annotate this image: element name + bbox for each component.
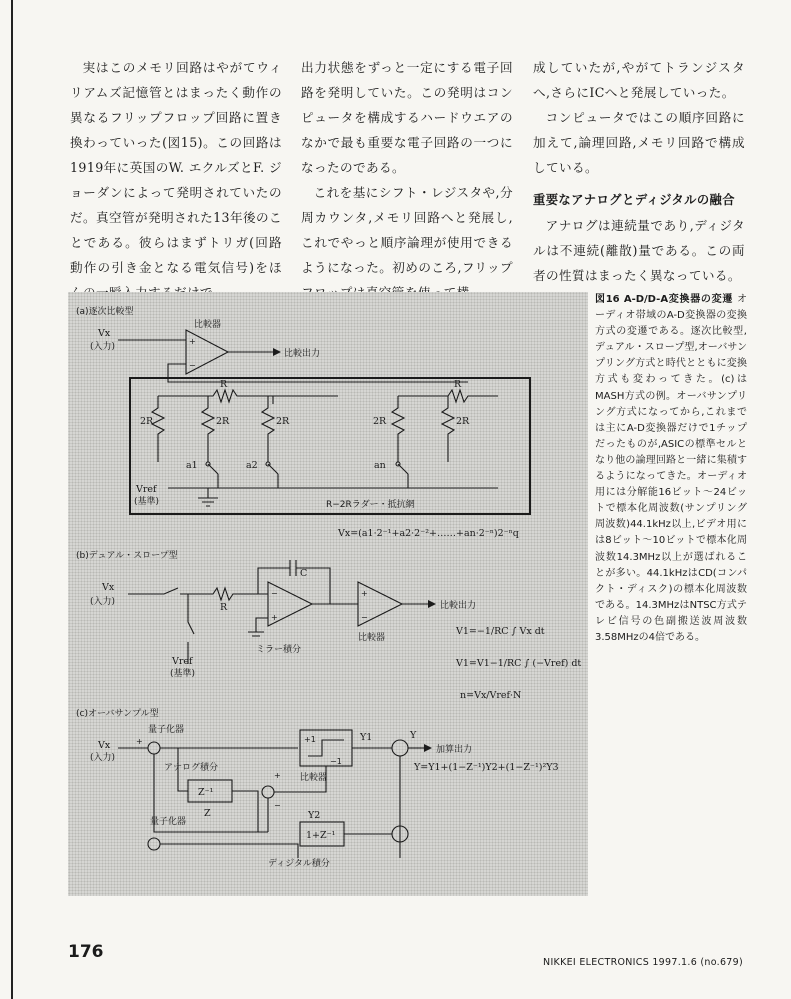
- sum-node-1: [148, 742, 160, 754]
- label-c-b: C: [300, 568, 308, 579]
- label-2r-1: 2R: [140, 416, 154, 427]
- page-number: 176: [68, 942, 104, 962]
- formula-a: Vx=(a1·2⁻¹+a2·2⁻²+……+an·2⁻ⁿ)2⁻ⁿq: [338, 528, 519, 539]
- label-miller: ミラー積分: [256, 645, 302, 655]
- label-input-a: (入力): [90, 342, 116, 352]
- comparator-b: [358, 582, 402, 626]
- svg-text:−: −: [361, 613, 368, 622]
- label-delay: 1+Z⁻¹: [306, 830, 336, 841]
- label-digital-integ: ディジタル積分: [268, 859, 330, 869]
- label-sum-out: 加算出力: [436, 745, 473, 755]
- integrator-opamp-b: [268, 582, 312, 626]
- label-ref-a: (基準): [134, 497, 160, 507]
- paragraph: 出力状態をずっと一定にする電子回路を発明していた。この発明はコンピュータを構成するハードウエアのなかで最も重要な電子回路の一つになったのである。: [301, 60, 513, 175]
- svg-text:+: +: [271, 613, 278, 622]
- panel-c-title: (c)オーバサンプル型: [76, 709, 159, 719]
- label-output-a: 比較出力: [284, 349, 321, 359]
- body-column-2: [301, 55, 513, 305]
- label-cmp-top: +1: [304, 735, 316, 744]
- ground-a: [198, 488, 218, 506]
- wire-a-feedback: [168, 364, 468, 382]
- section-heading: 重要なアナログとディジタルの融合: [533, 193, 735, 207]
- panel-b-title: (b)デュアル・スロープ型: [76, 551, 178, 561]
- formula-b-3: n=Vx/Vref·N: [460, 690, 522, 701]
- ladder-series-resistors-right: [273, 390, 498, 402]
- paragraph: 成していたが,やがてトランジスタへ,さらにICへと発展していった。: [533, 60, 745, 100]
- label-an: an: [374, 460, 386, 471]
- body-column-3: [533, 55, 745, 288]
- label-comparator-c: 比較器: [300, 773, 328, 783]
- label-vref-a: Vref: [136, 484, 157, 495]
- label-r-1: R: [220, 379, 228, 390]
- label-r-2: R: [454, 379, 462, 390]
- paragraph: コンピュータではこの順序回路に加えて,論理回路,メモリ回路で構成している。: [533, 110, 745, 175]
- label-r-b: R: [220, 602, 228, 613]
- svg-text:+: +: [189, 337, 196, 346]
- label-a1: a1: [186, 460, 198, 471]
- caption-title: 図16 A-D/D-A変換器の変遷: [595, 294, 734, 305]
- label-vx-b: Vx: [102, 582, 115, 593]
- formula-c: Y=Y1+(1−Z⁻¹)Y2+(1−Z⁻¹)²Y3: [414, 762, 559, 773]
- label-vx-c: Vx: [98, 740, 111, 751]
- sign-plus-1: +: [136, 737, 143, 746]
- wire-b-input: [128, 588, 268, 600]
- arrow-a-out: [273, 348, 281, 356]
- label-a2: a2: [246, 460, 258, 471]
- label-2r-5: 2R: [456, 416, 470, 427]
- label-quantizer-1: 量子化器: [148, 725, 185, 735]
- label-y1: Y1: [360, 732, 373, 743]
- comparator-a: [186, 330, 228, 374]
- label-zinv-1: Z⁻¹: [198, 787, 214, 798]
- svg-text:−: −: [189, 361, 196, 370]
- page-edge-line: [11, 0, 13, 999]
- label-2r-3: 2R: [276, 416, 290, 427]
- footer-publication: NIKKEI ELECTRONICS 1997.1.6 (no.679): [543, 957, 743, 968]
- label-comparator-b: 比較器: [358, 633, 386, 643]
- label-2r-2: 2R: [216, 416, 230, 427]
- svg-text:−: −: [271, 589, 278, 598]
- label-z: Z: [204, 808, 211, 819]
- label-analog-integ: アナログ積分: [164, 763, 219, 773]
- label-ref-b: (基準): [170, 669, 196, 679]
- figure-caption: [595, 292, 747, 646]
- label-quantizer-2: 量子化器: [150, 817, 187, 827]
- label-comparator-a: 比較器: [194, 320, 222, 330]
- label-y2: Y2: [308, 810, 321, 821]
- body-column-1: [70, 55, 282, 305]
- paragraph: これを基にシフト・レジスタや,分周カウンタ,メモリ回路へと発展し,これでやっと順序論理が使用できるようになった。初めのころ,フリップ: [301, 185, 513, 275]
- ladder-shunt-resistors: [152, 396, 454, 462]
- paragraph: 実はこのメモリ回路はやがてウィリアムズ記憶管とはまったく動作の異なるフリップフロップ回路に置き換わっていった(図15)。この回路は1919年に英国のW. エクルズとF. ジョーダンによって発明されていたのだ。真空管が発明された13年後のことである。彼らはまずトリガ(回路動作の引き金となる電気信号)をほ: [70, 60, 282, 275]
- ground-b: [248, 618, 268, 636]
- ladder-series-resistors: [158, 390, 273, 404]
- label-2r-4: 2R: [373, 416, 387, 427]
- label-vref-b: Vref: [172, 656, 193, 667]
- label-vx-a: Vx: [98, 328, 111, 339]
- panel-a-title: (a)逐次比較型: [76, 307, 134, 317]
- label-input-c: (入力): [90, 753, 116, 763]
- label-cmp-bot: −1: [330, 757, 342, 766]
- label-ladder: R−2Rラダー・抵抗網: [326, 500, 415, 510]
- arrow-c-out: [424, 744, 432, 752]
- caption-body: オーディオ帯域のA-D変換器の変換方式の変遷である。逐次比較型,デュアル・スロープ型,オーバサンプリング方式と時代とともに変換方式も変わってきた。(c)はMASH方式の例。オーバサンプリング方式になってから,これまでは主にA-D変換器だけで1チップだったものが,ASICの標準セルとなり他の論理回路と一緒に集積するようになってきた。オーディオ用には分解能16ビット〜24ビットで標本化周波数(サンプリング周波数)44.1kHz以上,ビデオ用には8ビット〜10ビットで標本化周波数14.3MHz以上が選ばれることが多い。44.1kHzはCD(コンパクト・ディスク)の標本化周波数である。14.3MHzはNTSC方式テレビ信号の色副搬送波周波数3.58MHzの4倍である。: [595, 294, 747, 643]
- sign-plus-2: +: [274, 771, 281, 780]
- paragraph: アナログは連続量であり,ディジタルは不連続(離散)量である。この両者の性質はまったく異なっている。: [533, 218, 745, 283]
- arrow-b-out: [428, 600, 436, 608]
- formula-b-2: V1=V1−1/RC ∫ (−Vref) dt: [456, 658, 582, 669]
- figure-16-circuit-diagrams: [68, 292, 588, 896]
- wire-a-vref-bus: [168, 474, 498, 488]
- sign-minus-2: −: [274, 801, 281, 810]
- wire-b-ref-switch: [188, 594, 194, 664]
- label-y: Y: [410, 730, 417, 741]
- formula-b-1: V1=−1/RC ∫ Vx dt: [456, 626, 545, 637]
- circuit-diagram-svg: [68, 292, 588, 896]
- sum-node-3: [148, 838, 160, 850]
- label-input-b: (入力): [90, 597, 116, 607]
- svg-text:+: +: [361, 589, 368, 598]
- ladder-frame: [130, 378, 530, 514]
- sum-node-out: [392, 740, 408, 756]
- sum-node-2: [262, 786, 274, 798]
- label-output-b: 比較出力: [440, 601, 477, 611]
